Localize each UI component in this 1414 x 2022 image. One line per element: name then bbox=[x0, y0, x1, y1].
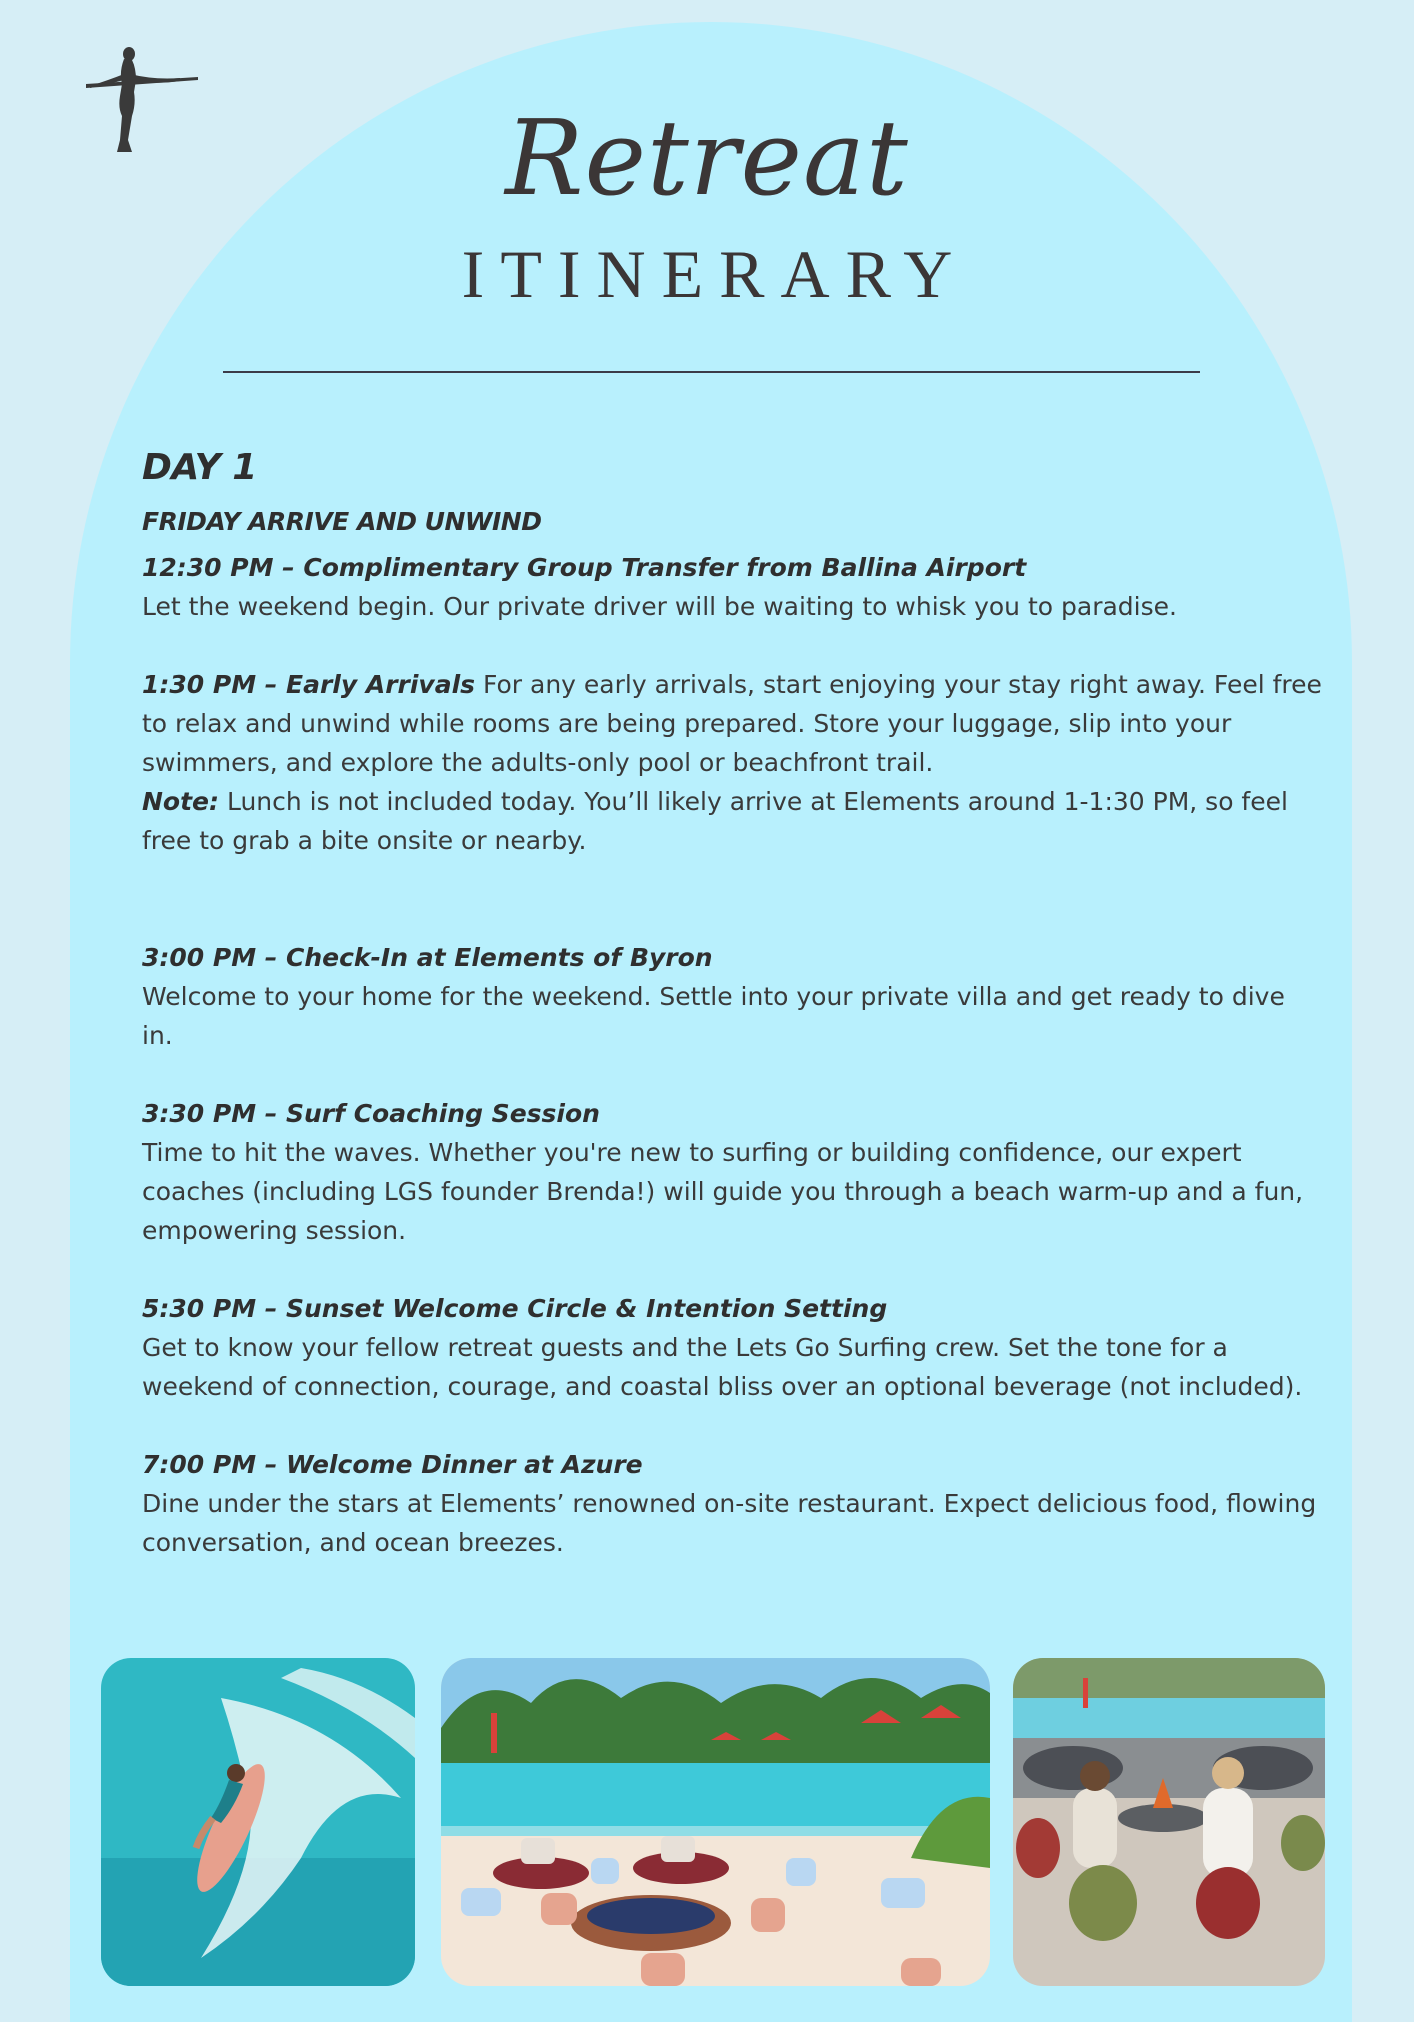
event-title: 3:30 PM – Surf Coaching Session bbox=[142, 1099, 600, 1128]
itinerary-title: ITINERARY bbox=[461, 236, 969, 312]
day-label: DAY 1 bbox=[142, 447, 257, 488]
retreat-script-title: Retreat bbox=[505, 97, 909, 219]
event-title: 3:00 PM – Check-In at Elements of Byron bbox=[142, 943, 713, 972]
event-title: 12:30 PM – Complimentary Group Transfer from Ballina Airport bbox=[142, 553, 1027, 582]
note-label: Note: bbox=[142, 787, 220, 816]
event-welcome-circle bbox=[142, 1289, 1322, 1406]
surfer-photo bbox=[101, 1658, 415, 1986]
event-description: Welcome to your home for the weekend. Settle into your private villa and get ready to dive in. bbox=[142, 982, 1285, 1050]
event-title: 5:30 PM – Sunset Welcome Circle & Intention Setting bbox=[142, 1294, 888, 1323]
title-divider bbox=[223, 371, 1200, 373]
day-subtitle: FRIDAY ARRIVE AND UNWIND bbox=[142, 507, 542, 536]
event-description bbox=[142, 665, 1322, 782]
event-description: Get to know your fellow retreat guests and the Lets Go Surfing crew. Set the tone for a weekend of connection, courage, and coastal bliss over an optional beverage (not included). bbox=[142, 1333, 1303, 1401]
event-welcome-dinner bbox=[142, 1445, 1322, 1562]
event-early-arrivals bbox=[142, 665, 1322, 860]
resort-pool-photo bbox=[441, 1658, 990, 1986]
event-description-text: For any early arrivals, start enjoying your stay right away. Feel free to relax and unwind while rooms are being prepared. Store your luggage, slip into your swimmers, and explore the adults-only pool or beachfront trail. bbox=[142, 670, 1322, 777]
event-description: Time to hit the waves. Whether you're new to surfing or building confidence, our expert coaches (including LGS founder Brenda!) will guide you through a beach warm-up and a fun, empowering session. bbox=[142, 1138, 1304, 1245]
event-note bbox=[142, 782, 1322, 860]
event-title: 1:30 PM – Early Arrivals bbox=[142, 670, 476, 699]
itinerary-content bbox=[142, 446, 1322, 1562]
event-surf-coaching bbox=[142, 1094, 1322, 1250]
event-check-in bbox=[142, 938, 1322, 1055]
event-title: 7:00 PM – Welcome Dinner at Azure bbox=[142, 1450, 643, 1479]
event-transfer bbox=[142, 548, 1322, 626]
fire-pit-lounge-photo bbox=[1013, 1658, 1325, 1986]
event-description: Dine under the stars at Elements’ renowned on-site restaurant. Expect delicious food, flowing conversation, and ocean breezes. bbox=[142, 1489, 1317, 1557]
event-description: Let the weekend begin. Our private driver will be waiting to whisk you to paradise. bbox=[142, 592, 1177, 621]
note-text: Lunch is not included today. You’ll likely arrive at Elements around 1-1:30 PM, so feel free to grab a bite onsite or nearby. bbox=[142, 787, 1288, 855]
